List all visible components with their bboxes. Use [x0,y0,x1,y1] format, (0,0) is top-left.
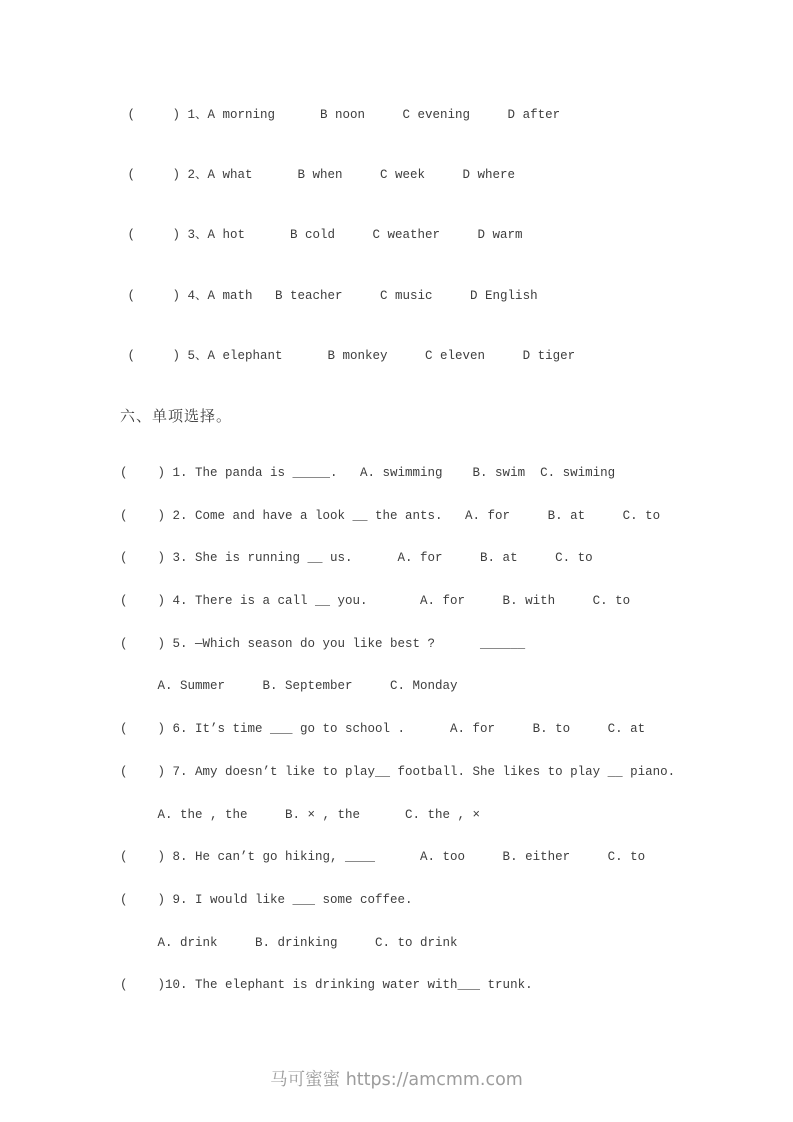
question-line: ( ) 5、A elephant B monkey C eleven D tiger [120,348,576,363]
question-line: ( ) 3. She is running __ us. A. for B. at C. to [120,551,593,566]
options-line: A. Summer B. September C. Monday [120,679,458,694]
question-line: ( ) 6. It’s time ___ go to school . A. for B. to C. at [120,722,646,737]
question-line: ( ) 4、A math B teacher C music D English [120,288,538,303]
section-five-questions [120,107,575,408]
question-line: ( ) 2、A what B when C week D where [120,168,516,183]
question-line: ( ) 2. Come and have a look __ the ants. A. for B. at C. to [120,508,661,523]
section-six-questions [120,465,675,1020]
options-line: A. drink B. drinking C. to drink [120,935,458,950]
question-line: ( ) 8. He can’t go hiking, ____ A. too B. either C. to [120,850,646,865]
question-line: ( ) 4. There is a call __ you. A. for B. with C. to [120,594,631,609]
question-line: ( ) 1、A morning B noon C evening D after [120,108,561,122]
section-six-heading: 六、单项选择。 [120,408,233,425]
question-line: ( ) 5. —Which season do you like best ? ______ [120,636,526,651]
question-line: ( ) 3、A hot B cold C weather D warm [120,228,523,243]
footer-watermark [0,1068,793,1092]
question-line: ( ) 9. I would like ___ some coffee. [120,892,413,907]
options-line: A. the , the B. × , the C. the , × [120,807,481,822]
question-line: ( ) 7. Amy doesn’t like to play__ football. She likes to play __ piano. [120,764,676,779]
question-line: ( )10. The elephant is drinking water with___ trunk. [120,978,533,993]
footer-text: 马可蜜蜜 https://amcmm.com [270,1070,523,1090]
question-line: ( ) 1. The panda is _____. A. swimming B. swim C. swiming [120,466,616,480]
